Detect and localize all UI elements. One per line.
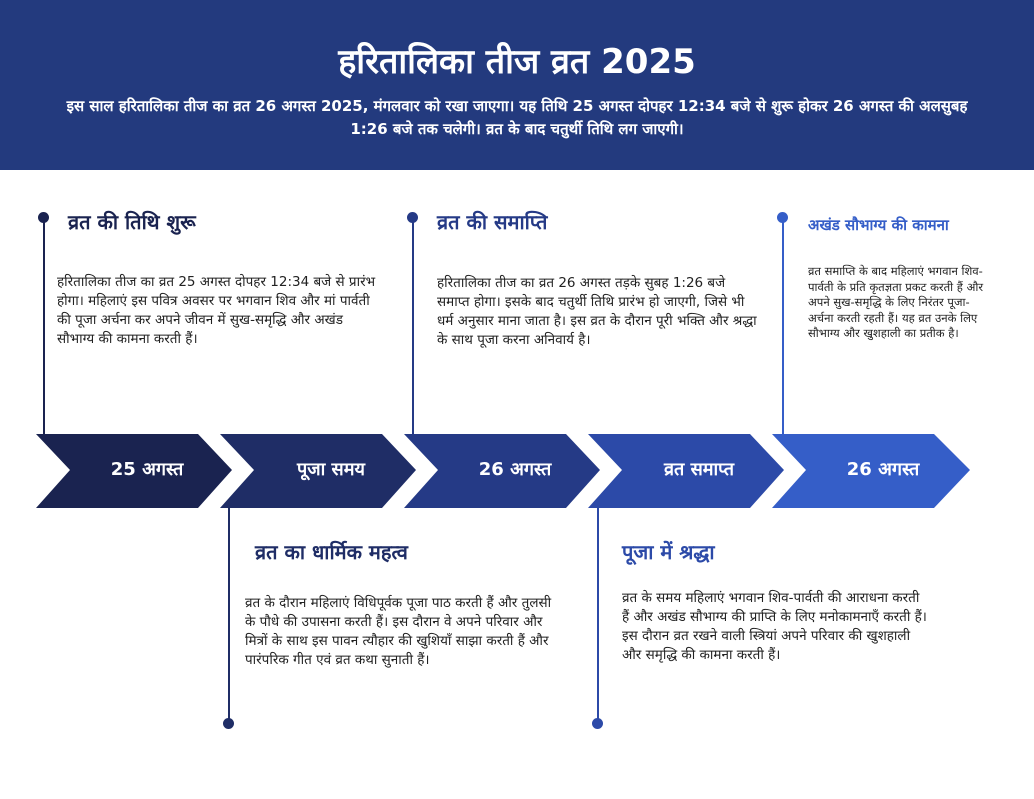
timeline-step-label-4: व्रत समाप्त [664,459,734,480]
connector-line-2 [228,505,230,723]
event-title-2: व्रत का धार्मिक महत्व [255,540,408,564]
connector-dot-5 [777,212,788,223]
connector-dot-1 [38,212,49,223]
event-text-4: व्रत के समय महिलाएं भगवान शिव-पार्वती की आराधना करती हैं और अखंड सौभाग्य की प्राप्ति के लिए मनोकामनाएँ करती हैं। इस दौरान व्रत रखने वाली स्त्रियां अपने परिवार की खुशहाली और समृद्धि की कामना करती हैं। [622,590,927,663]
timeline-step-label-1: 25 अगस्त [110,459,184,480]
event-text-5: व्रत समाप्ति के बाद महिलाएं भगवान शिव-पार्वती के प्रति कृतज्ञता प्रकट करती हैं और अपने सुख-समृद्धि के लिए निरंतर पूजा-अर्चना करती रहती हैं। यह व्रत उनके लिए सौभाग्य और खुशहाली का प्रतीक है। [808,264,984,340]
event-text-1: हरितालिका तीज का व्रत 25 अगस्त दोपहर 12:34 बजे से प्रारंभ होगा। महिलाएं इस पवित्र अवसर पर भगवान शिव और मां पार्वती की पूजा अर्चना कर अपने जीवन में सुख-समृद्धि और अखंड सौभाग्य की कामना करती हैं। [57,274,376,347]
page-title: हरितालिका तीज व्रत 2025 [338,42,696,82]
connector-line-1 [43,218,45,436]
page-subtitle: इस साल हरितालिका तीज का व्रत 26 अगस्त 2025, मंगलवार को रखा जाएगा। यह तिथि 25 अगस्त दोपहर 12:34 बजे से शुरू होकर 26 अगस्त की अलसुबह 1:26 बजे तक चलेगी। व्रत के बाद चतुर्थी तिथि लग जाएगी। [66,97,968,138]
connector-line-5 [782,218,784,436]
timeline-step-label-3: 26 अगस्त [478,459,552,480]
connector-line-3 [412,218,414,436]
header-banner [0,0,1034,170]
event-title-5: अखंड सौभाग्य की कामना [808,216,949,234]
event-title-4: पूजा में श्रद्धा [622,540,715,564]
event-title-3: व्रत की समाप्ति [437,210,548,234]
connector-line-4 [597,505,599,723]
timeline-step-label-2: पूजा समय [297,459,365,480]
event-text-2: व्रत के दौरान महिलाएं विधिपूर्वक पूजा पाठ करती हैं और तुलसी के पौधे की उपासना करती हैं। इस दौरान वे अपने परिवार और मित्रों के साथ इस पावन त्यौहार की खुशियाँ साझा करती हैं और पारंपरिक गीत एवं व्रत कथा सुनाती हैं। [245,595,552,668]
connector-dot-2 [223,718,234,729]
event-text-3: हरितालिका तीज का व्रत 26 अगस्त तड़के सुबह 1:26 बजे समाप्त होगा। इसके बाद चतुर्थी तिथि प्रारंभ हो जाएगी, जिसे भी धर्म अनुसार माना जाता है। इस व्रत के दौरान पूरी भक्ति और श्रद्धा के साथ पूजा करना अनिवार्य है। [437,275,757,348]
connector-dot-3 [407,212,418,223]
connector-dot-4 [592,718,603,729]
timeline-step-label-5: 26 अगस्त [846,459,920,480]
event-title-1: व्रत की तिथि शुरू [68,210,196,234]
